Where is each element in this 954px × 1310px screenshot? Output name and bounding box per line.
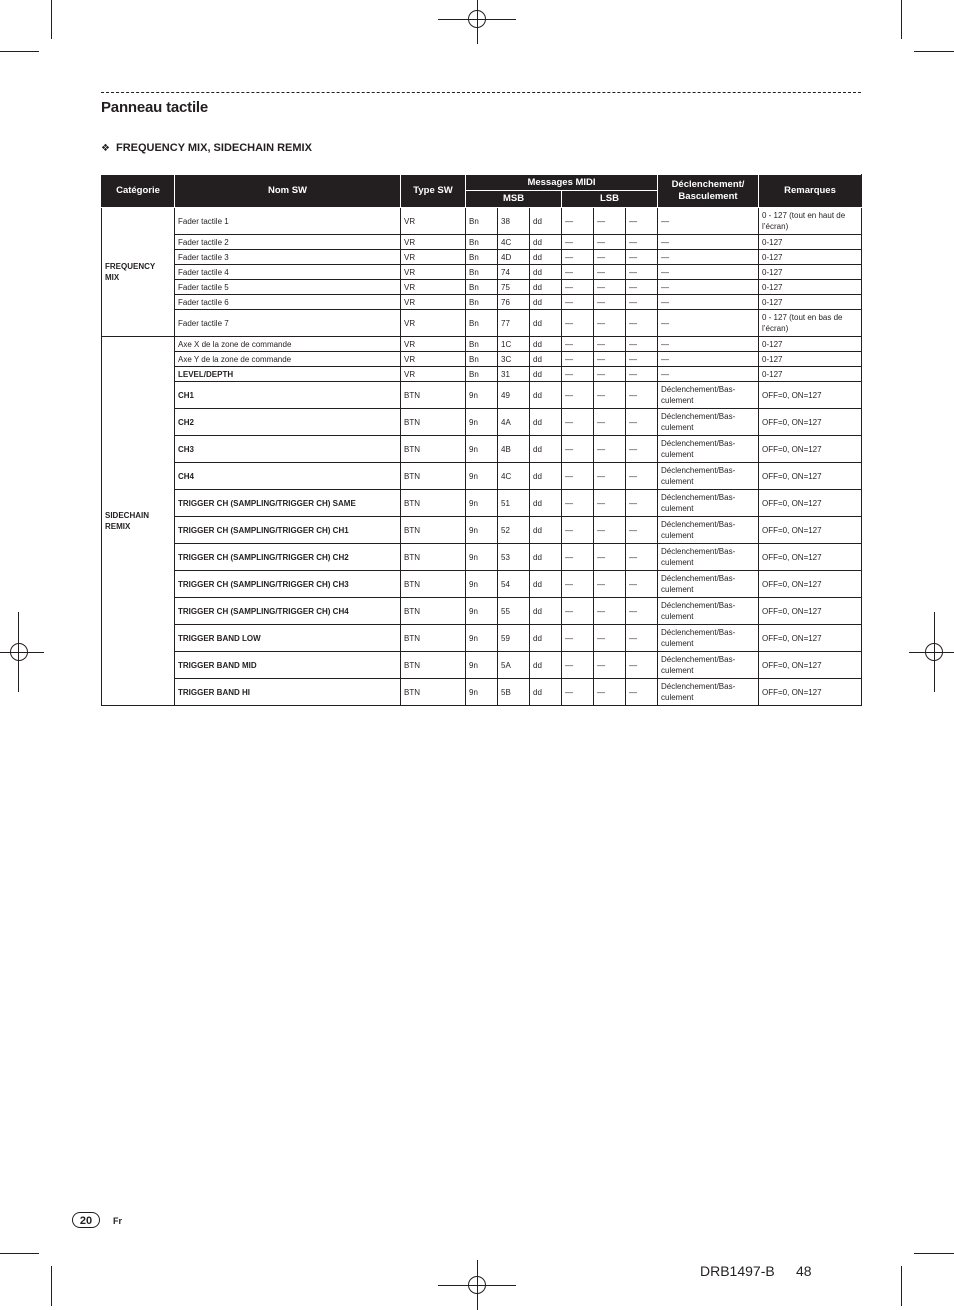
trigger-cell: Déclenchement/Bas-culement — [658, 652, 759, 679]
lsb-data2-cell: — — [626, 652, 658, 679]
msb-data2-cell: dd — [530, 310, 562, 337]
lsb-status-cell: — — [562, 625, 594, 652]
remarks-cell: OFF=0, ON=127 — [759, 544, 862, 571]
lsb-data2-cell: — — [626, 280, 658, 295]
remarks-cell: 0-127 — [759, 352, 862, 367]
lsb-data1-cell: — — [594, 625, 626, 652]
lsb-data2-cell: — — [626, 265, 658, 280]
msb-data2-cell: dd — [530, 517, 562, 544]
name-cell: TRIGGER BAND LOW — [175, 625, 401, 652]
msb-data2-cell: dd — [530, 571, 562, 598]
lsb-status-cell: — — [562, 490, 594, 517]
msb-data1-cell: 3C — [498, 352, 530, 367]
msb-data1-cell: 51 — [498, 490, 530, 517]
msb-data1-cell: 49 — [498, 382, 530, 409]
msb-status-cell: 9n — [466, 652, 498, 679]
msb-status-cell: Bn — [466, 295, 498, 310]
lsb-data1-cell: — — [594, 337, 626, 352]
crop-mark — [901, 0, 902, 39]
type-cell: BTN — [401, 598, 466, 625]
section-divider — [101, 92, 861, 93]
name-cell: CH4 — [175, 463, 401, 490]
table-row — [102, 310, 862, 337]
language-code: Fr — [113, 1216, 122, 1226]
name-cell: CH2 — [175, 409, 401, 436]
table-row — [102, 625, 862, 652]
type-cell: VR — [401, 208, 466, 235]
lsb-data1-cell: — — [594, 208, 626, 235]
lsb-data2-cell: — — [626, 337, 658, 352]
header-remarks: Remarques — [759, 175, 862, 208]
header-category: Catégorie — [102, 175, 175, 208]
trigger-cell: Déclenchement/Bas-culement — [658, 382, 759, 409]
midi-message-table — [101, 174, 862, 706]
header-msb: MSB — [466, 191, 562, 208]
remarks-cell: 0 - 127 (tout en haut de l’écran) — [759, 208, 862, 235]
lsb-status-cell: — — [562, 310, 594, 337]
lsb-data2-cell: — — [626, 517, 658, 544]
header-midi-messages: Messages MIDI — [466, 175, 658, 191]
lsb-data1-cell: — — [594, 295, 626, 310]
table-row — [102, 679, 862, 706]
lsb-status-cell: — — [562, 679, 594, 706]
trigger-cell: — — [658, 208, 759, 235]
msb-status-cell: 9n — [466, 463, 498, 490]
lsb-status-cell: — — [562, 367, 594, 382]
table-row — [102, 544, 862, 571]
msb-status-cell: Bn — [466, 235, 498, 250]
lsb-data2-cell: — — [626, 310, 658, 337]
name-cell: Fader tactile 3 — [175, 250, 401, 265]
remarks-cell: 0-127 — [759, 265, 862, 280]
remarks-cell: OFF=0, ON=127 — [759, 517, 862, 544]
msb-data1-cell: 4A — [498, 409, 530, 436]
table-row — [102, 517, 862, 544]
table-row — [102, 295, 862, 310]
table-row — [102, 409, 862, 436]
name-cell: Axe X de la zone de commande — [175, 337, 401, 352]
type-cell: BTN — [401, 571, 466, 598]
lsb-data1-cell: — — [594, 679, 626, 706]
msb-data1-cell: 38 — [498, 208, 530, 235]
msb-data2-cell: dd — [530, 679, 562, 706]
lsb-data1-cell: — — [594, 436, 626, 463]
lsb-data2-cell: — — [626, 235, 658, 250]
crop-mark — [0, 51, 39, 52]
lsb-data2-cell: — — [626, 463, 658, 490]
type-cell: BTN — [401, 652, 466, 679]
remarks-cell: OFF=0, ON=127 — [759, 382, 862, 409]
type-cell: BTN — [401, 544, 466, 571]
lsb-data1-cell: — — [594, 382, 626, 409]
msb-status-cell: Bn — [466, 280, 498, 295]
remarks-cell: OFF=0, ON=127 — [759, 679, 862, 706]
msb-status-cell: Bn — [466, 352, 498, 367]
type-cell: BTN — [401, 517, 466, 544]
trigger-cell: — — [658, 280, 759, 295]
name-cell: Axe Y de la zone de commande — [175, 352, 401, 367]
lsb-status-cell: — — [562, 436, 594, 463]
msb-data1-cell: 77 — [498, 310, 530, 337]
lsb-data2-cell: — — [626, 544, 658, 571]
msb-data2-cell: dd — [530, 337, 562, 352]
table-row — [102, 571, 862, 598]
msb-data1-cell: 4C — [498, 463, 530, 490]
lsb-status-cell: — — [562, 280, 594, 295]
name-cell: TRIGGER BAND MID — [175, 652, 401, 679]
lsb-data2-cell: — — [626, 382, 658, 409]
lsb-status-cell: — — [562, 208, 594, 235]
msb-status-cell: Bn — [466, 337, 498, 352]
remarks-cell: OFF=0, ON=127 — [759, 436, 862, 463]
table-row — [102, 352, 862, 367]
type-cell: BTN — [401, 490, 466, 517]
remarks-cell: OFF=0, ON=127 — [759, 652, 862, 679]
msb-data1-cell: 76 — [498, 295, 530, 310]
document-id: DRB1497-B — [700, 1263, 775, 1279]
msb-data2-cell: dd — [530, 436, 562, 463]
type-cell: BTN — [401, 436, 466, 463]
lsb-status-cell: — — [562, 652, 594, 679]
page-number: 20 — [72, 1212, 100, 1228]
lsb-data1-cell: — — [594, 367, 626, 382]
msb-data1-cell: 59 — [498, 625, 530, 652]
table-row — [102, 436, 862, 463]
remarks-cell: 0 - 127 (tout en bas de l’écran) — [759, 310, 862, 337]
msb-data2-cell: dd — [530, 208, 562, 235]
trigger-cell: — — [658, 235, 759, 250]
lsb-data2-cell: — — [626, 295, 658, 310]
trigger-cell: — — [658, 352, 759, 367]
msb-data2-cell: dd — [530, 544, 562, 571]
remarks-cell: 0-127 — [759, 367, 862, 382]
name-cell: Fader tactile 4 — [175, 265, 401, 280]
lsb-data2-cell: — — [626, 571, 658, 598]
msb-data1-cell: 4C — [498, 235, 530, 250]
name-cell: Fader tactile 2 — [175, 235, 401, 250]
msb-data2-cell: dd — [530, 382, 562, 409]
msb-status-cell: Bn — [466, 265, 498, 280]
trigger-cell: — — [658, 367, 759, 382]
lsb-data2-cell: — — [626, 679, 658, 706]
name-cell: TRIGGER CH (SAMPLING/TRIGGER CH) CH2 — [175, 544, 401, 571]
crop-mark — [0, 1253, 39, 1254]
section-title: Panneau tactile — [101, 99, 209, 116]
msb-status-cell: Bn — [466, 250, 498, 265]
name-cell: TRIGGER BAND HI — [175, 679, 401, 706]
name-cell: Fader tactile 6 — [175, 295, 401, 310]
table-row — [102, 382, 862, 409]
msb-status-cell: Bn — [466, 208, 498, 235]
trigger-cell: Déclenchement/Bas-culement — [658, 490, 759, 517]
lsb-data1-cell: — — [594, 310, 626, 337]
remarks-cell: OFF=0, ON=127 — [759, 598, 862, 625]
lsb-data2-cell: — — [626, 208, 658, 235]
msb-data2-cell: dd — [530, 352, 562, 367]
msb-data2-cell: dd — [530, 265, 562, 280]
lsb-data1-cell: — — [594, 409, 626, 436]
trigger-cell: Déclenchement/Bas-culement — [658, 409, 759, 436]
lsb-data1-cell: — — [594, 490, 626, 517]
trigger-cell: Déclenchement/Bas-culement — [658, 679, 759, 706]
lsb-data1-cell: — — [594, 571, 626, 598]
msb-status-cell: 9n — [466, 625, 498, 652]
type-cell: VR — [401, 295, 466, 310]
lsb-status-cell: — — [562, 598, 594, 625]
name-cell: CH3 — [175, 436, 401, 463]
type-cell: VR — [401, 352, 466, 367]
remarks-cell: 0-127 — [759, 280, 862, 295]
category-cell: FREQUENCY MIX — [102, 208, 175, 337]
lsb-data2-cell: — — [626, 490, 658, 517]
msb-data1-cell: 55 — [498, 598, 530, 625]
lsb-status-cell: — — [562, 517, 594, 544]
lsb-status-cell: — — [562, 382, 594, 409]
lsb-status-cell: — — [562, 265, 594, 280]
subsection-title-text: FREQUENCY MIX, SIDECHAIN REMIX — [115, 142, 312, 154]
trigger-cell: — — [658, 250, 759, 265]
msb-status-cell: 9n — [466, 490, 498, 517]
table-row — [102, 235, 862, 250]
lsb-data2-cell: — — [626, 409, 658, 436]
crop-mark — [51, 0, 52, 39]
trigger-cell: Déclenchement/Bas-culement — [658, 571, 759, 598]
lsb-status-cell: — — [562, 235, 594, 250]
table-row — [102, 337, 862, 352]
lsb-data1-cell: — — [594, 463, 626, 490]
msb-data1-cell: 74 — [498, 265, 530, 280]
lsb-data1-cell: — — [594, 652, 626, 679]
msb-status-cell: 9n — [466, 382, 498, 409]
msb-data2-cell: dd — [530, 280, 562, 295]
registration-mark-icon — [919, 637, 949, 667]
diamond-bullet-icon: ❖ — [101, 143, 110, 154]
msb-data2-cell: dd — [530, 652, 562, 679]
registration-mark-icon — [4, 637, 34, 667]
msb-status-cell: Bn — [466, 310, 498, 337]
msb-data1-cell: 53 — [498, 544, 530, 571]
category-cell: SIDECHAIN REMIX — [102, 337, 175, 706]
msb-status-cell: 9n — [466, 598, 498, 625]
name-cell: TRIGGER CH (SAMPLING/TRIGGER CH) CH4 — [175, 598, 401, 625]
header-trigger: Déclenchement/ Basculement — [658, 175, 759, 208]
table-row — [102, 208, 862, 235]
trigger-cell: Déclenchement/Bas-culement — [658, 598, 759, 625]
type-cell: VR — [401, 337, 466, 352]
msb-status-cell: 9n — [466, 436, 498, 463]
msb-data2-cell: dd — [530, 235, 562, 250]
lsb-data2-cell: — — [626, 436, 658, 463]
msb-data2-cell: dd — [530, 463, 562, 490]
lsb-status-cell: — — [562, 409, 594, 436]
msb-data1-cell: 5B — [498, 679, 530, 706]
lsb-status-cell: — — [562, 571, 594, 598]
lsb-data1-cell: — — [594, 517, 626, 544]
lsb-status-cell: — — [562, 544, 594, 571]
trigger-cell: Déclenchement/Bas-culement — [658, 517, 759, 544]
trigger-cell: Déclenchement/Bas-culement — [658, 463, 759, 490]
lsb-data1-cell: — — [594, 598, 626, 625]
crop-mark — [914, 1253, 954, 1254]
lsb-status-cell: — — [562, 250, 594, 265]
name-cell: Fader tactile 1 — [175, 208, 401, 235]
table-row — [102, 463, 862, 490]
msb-data2-cell: dd — [530, 625, 562, 652]
table-row — [102, 598, 862, 625]
msb-data1-cell: 4B — [498, 436, 530, 463]
sheet-number: 48 — [796, 1263, 812, 1279]
remarks-cell: 0-127 — [759, 337, 862, 352]
table-row — [102, 652, 862, 679]
lsb-data1-cell: — — [594, 235, 626, 250]
type-cell: VR — [401, 250, 466, 265]
header-lsb: LSB — [562, 191, 658, 208]
msb-data1-cell: 1C — [498, 337, 530, 352]
name-cell: CH1 — [175, 382, 401, 409]
msb-data1-cell: 31 — [498, 367, 530, 382]
msb-status-cell: 9n — [466, 679, 498, 706]
table-row — [102, 265, 862, 280]
msb-data2-cell: dd — [530, 409, 562, 436]
msb-data2-cell: dd — [530, 598, 562, 625]
remarks-cell: 0-127 — [759, 250, 862, 265]
type-cell: BTN — [401, 463, 466, 490]
remarks-cell: OFF=0, ON=127 — [759, 625, 862, 652]
trigger-cell: — — [658, 265, 759, 280]
remarks-cell: OFF=0, ON=127 — [759, 463, 862, 490]
registration-mark-icon — [462, 1270, 492, 1300]
registration-mark-icon — [462, 4, 492, 34]
crop-mark — [901, 1266, 902, 1306]
msb-status-cell: Bn — [466, 367, 498, 382]
type-cell: VR — [401, 235, 466, 250]
lsb-data1-cell: — — [594, 544, 626, 571]
header-type: Type SW — [401, 175, 466, 208]
msb-data1-cell: 54 — [498, 571, 530, 598]
type-cell: VR — [401, 367, 466, 382]
lsb-data1-cell: — — [594, 280, 626, 295]
table-row — [102, 367, 862, 382]
lsb-status-cell: — — [562, 295, 594, 310]
remarks-cell: OFF=0, ON=127 — [759, 571, 862, 598]
type-cell: VR — [401, 310, 466, 337]
lsb-data2-cell: — — [626, 367, 658, 382]
msb-data1-cell: 4D — [498, 250, 530, 265]
remarks-cell: 0-127 — [759, 295, 862, 310]
name-cell: TRIGGER CH (SAMPLING/TRIGGER CH) SAME — [175, 490, 401, 517]
type-cell: BTN — [401, 382, 466, 409]
lsb-status-cell: — — [562, 352, 594, 367]
type-cell: BTN — [401, 679, 466, 706]
remarks-cell: OFF=0, ON=127 — [759, 409, 862, 436]
crop-mark — [914, 51, 954, 52]
lsb-data1-cell: — — [594, 265, 626, 280]
trigger-cell: — — [658, 295, 759, 310]
header-name: Nom SW — [175, 175, 401, 208]
trigger-cell: — — [658, 310, 759, 337]
name-cell: TRIGGER CH (SAMPLING/TRIGGER CH) CH1 — [175, 517, 401, 544]
msb-status-cell: 9n — [466, 409, 498, 436]
msb-data1-cell: 52 — [498, 517, 530, 544]
msb-data2-cell: dd — [530, 490, 562, 517]
lsb-status-cell: — — [562, 463, 594, 490]
msb-data2-cell: dd — [530, 367, 562, 382]
msb-status-cell: 9n — [466, 517, 498, 544]
type-cell: VR — [401, 280, 466, 295]
trigger-cell: — — [658, 337, 759, 352]
lsb-data2-cell: — — [626, 352, 658, 367]
trigger-cell: Déclenchement/Bas-culement — [658, 436, 759, 463]
trigger-cell: Déclenchement/Bas-culement — [658, 625, 759, 652]
table-row — [102, 280, 862, 295]
lsb-data2-cell: — — [626, 598, 658, 625]
msb-data1-cell: 5A — [498, 652, 530, 679]
name-cell: Fader tactile 5 — [175, 280, 401, 295]
lsb-data2-cell: — — [626, 250, 658, 265]
table-body — [102, 208, 862, 706]
table-row — [102, 250, 862, 265]
remarks-cell: OFF=0, ON=127 — [759, 490, 862, 517]
name-cell: TRIGGER CH (SAMPLING/TRIGGER CH) CH3 — [175, 571, 401, 598]
msb-data1-cell: 75 — [498, 280, 530, 295]
trigger-cell: Déclenchement/Bas-culement — [658, 544, 759, 571]
crop-mark — [51, 1266, 52, 1306]
lsb-data1-cell: — — [594, 250, 626, 265]
remarks-cell: 0-127 — [759, 235, 862, 250]
msb-data2-cell: dd — [530, 295, 562, 310]
name-cell: Fader tactile 7 — [175, 310, 401, 337]
type-cell: VR — [401, 265, 466, 280]
msb-data2-cell: dd — [530, 250, 562, 265]
lsb-data1-cell: — — [594, 352, 626, 367]
subsection-title — [101, 142, 312, 154]
lsb-data2-cell: — — [626, 625, 658, 652]
type-cell: BTN — [401, 625, 466, 652]
msb-status-cell: 9n — [466, 544, 498, 571]
type-cell: BTN — [401, 409, 466, 436]
msb-status-cell: 9n — [466, 571, 498, 598]
name-cell: LEVEL/DEPTH — [175, 367, 401, 382]
lsb-status-cell: — — [562, 337, 594, 352]
table-row — [102, 490, 862, 517]
